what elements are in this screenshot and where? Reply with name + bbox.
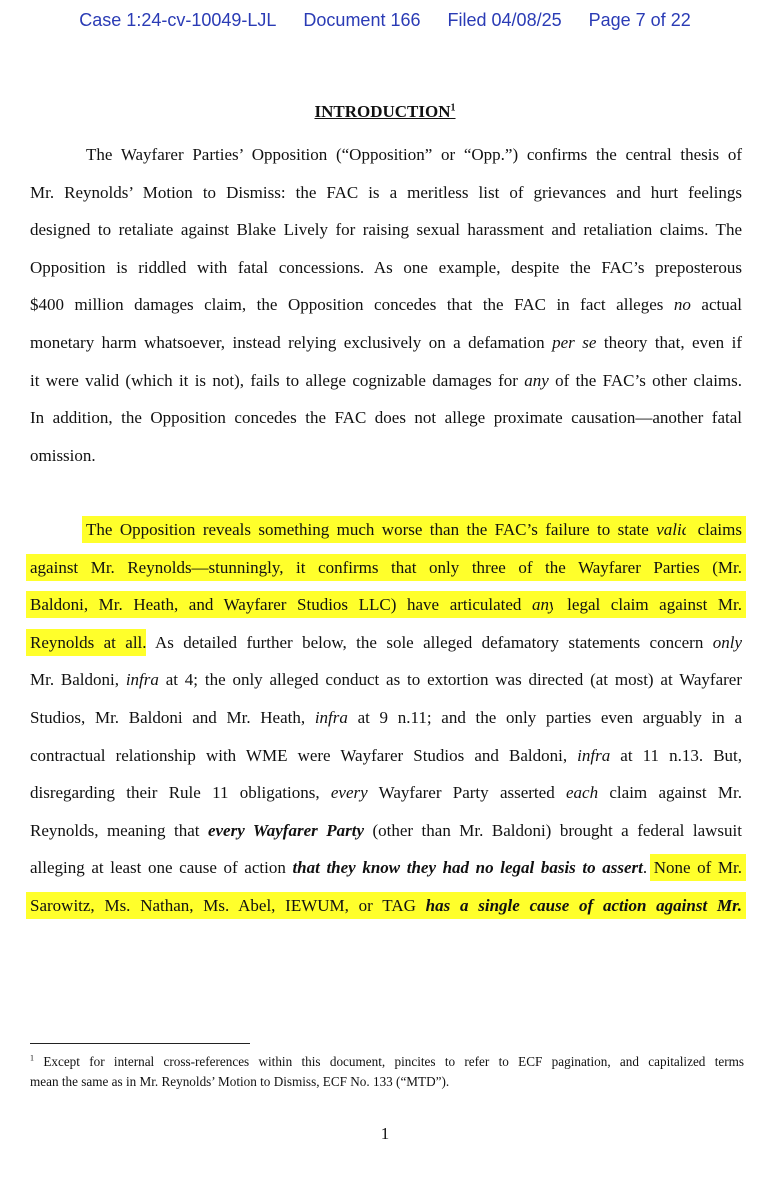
paragraph2-line [30, 555, 742, 581]
footnote-line-2: mean the same as in Mr. Reynolds’ Motion to Dismiss, ECF No. 133 (“MTD”). [30, 1074, 450, 1089]
text-run: only [712, 632, 742, 652]
paragraph2-line [30, 855, 742, 881]
text-run: (other than Mr. Baldoni) brought a federal lawsuit [364, 820, 742, 840]
paragraph2-line [30, 630, 742, 656]
footnote-divider [30, 1043, 250, 1044]
text-run: monetary harm whatsoever, instead relying exclusively on a defamation [30, 333, 553, 352]
paragraph2-line [30, 780, 742, 806]
text-run: it were valid (which it is not), fails to allege cognizable damages for [30, 370, 525, 390]
paragraph1-line [86, 142, 742, 168]
text-run: no [673, 295, 691, 315]
paragraph2-line [30, 893, 742, 919]
text-run: per se [552, 333, 597, 352]
text-run: Wayfarer Party asserted [367, 783, 566, 803]
document-number: Document 166 [303, 10, 421, 30]
text-run: designed to retaliate against Blake Lively for raising sexual harassment and retaliation claims. The [30, 220, 742, 240]
text-run: Studios, Mr. Baldoni and Mr. Heath, [30, 708, 315, 727]
section-title [0, 102, 770, 122]
highlighted-text: claims [690, 520, 742, 539]
text-run: that they know they had no legal basis to assert [292, 858, 643, 878]
filed-date: Filed 04/08/25 [447, 10, 562, 30]
highlighted-text: valid [656, 520, 691, 539]
highlighted-text: any [532, 595, 557, 615]
text-run: at 4; the only alleged conduct as to extortion was directed (at most) at Wayfarer [158, 670, 742, 690]
text-run: every [330, 783, 368, 803]
paragraph2-line [30, 743, 742, 769]
text-run: at 9 n.11; and the only parties even arguably in a [347, 708, 742, 727]
text-run: theory that, even if [596, 333, 743, 352]
highlighted-text: None of Mr. [653, 858, 742, 878]
page-indicator: Page 7 of 22 [588, 10, 691, 30]
text-run: infra [577, 745, 611, 765]
highlighted-text: The Opposition reveals something much worse than the FAC’s failure to state [86, 520, 657, 539]
paragraph2-line [30, 705, 742, 731]
paragraph1-line [30, 368, 742, 394]
text-run: omission. [30, 445, 96, 465]
paragraph1-line [30, 443, 742, 469]
paragraph1-line [30, 330, 742, 356]
footnote-line-1: $^1$ Except for internal cross-references within this document, pincites to refer to ECF pagination, and capitalized terms [30, 1053, 744, 1069]
ecf-header [0, 10, 770, 31]
text-run: Reynolds, meaning that [30, 820, 208, 840]
footnote [30, 1052, 744, 1092]
section-title-text: INTRODUCTION [314, 102, 451, 121]
text-run: In addition, the Opposition concedes the FAC does not allege proximate causation—another fatal [30, 408, 742, 428]
text-run: any [524, 370, 549, 390]
highlighted-text: Reynolds at all [30, 632, 143, 652]
paragraph2-line [86, 517, 742, 543]
text-run: The Wayfarer Parties’ Opposition (“Opposition” or “Opp.”) confirms the central thesis of [86, 145, 742, 164]
paragraph1-line [30, 180, 742, 206]
paragraph1-line [30, 405, 742, 431]
text-run: disregarding their Rule 11 obligations, [30, 783, 331, 803]
text-run: Opposition is riddled with fatal concessions. As one example, despite the FAC’s preposterous [30, 257, 742, 277]
text-run: actual [690, 295, 742, 315]
text-run: of the FAC’s other claims. [548, 370, 743, 390]
paragraph2-line [30, 818, 742, 844]
paragraph2-line [30, 667, 742, 693]
case-number: Case 1:24-cv-10049-LJL [79, 10, 277, 30]
footnote-reference[interactable]: 1 [450, 102, 456, 114]
text-run: $400 million damages claim, the Opposition concedes that the FAC in fact alleges [30, 295, 674, 315]
highlighted-text: Baldoni, Mr. Heath, and Wayfarer Studios LLC) have articulated [30, 595, 533, 615]
highlighted-text: against Mr. Reynolds—stunningly, it confirms that only three of the Wayfarer Parties (Mr. [30, 557, 742, 577]
highlighted-text: Sarowitz, Ms. Nathan, Ms. Abel, IEWUM, or TAG [30, 896, 426, 915]
text-run: claim against Mr. [598, 783, 742, 803]
paragraph2-line [30, 592, 742, 618]
text-run: Mr. Baldoni, [30, 670, 126, 690]
text-run: . [642, 858, 654, 878]
text-run: . As detailed further below, the sole alleged defamatory statements concern [142, 632, 713, 652]
text-run: every Wayfarer Party [207, 820, 364, 840]
text-run: alleging at least one cause of action [30, 858, 293, 878]
footnote-marker: 1 [30, 1053, 34, 1063]
text-run: at 11 n.13. But, [610, 745, 743, 765]
highlighted-text: has a single cause of action against Mr. [425, 896, 742, 915]
text-run: contractual relationship with WME were Wayfarer Studios and Baldoni, [30, 745, 578, 765]
page-number: 1 [380, 1124, 390, 1143]
text-run: infra [125, 670, 159, 690]
paragraph1-line [30, 292, 742, 318]
text-run: Mr. Reynolds’ Motion to Dismiss: the FAC is a meritless list of grievances and hurt feelings [30, 182, 742, 202]
text-run: each [566, 783, 599, 803]
highlighted-text: legal claim against Mr. [556, 595, 742, 615]
paragraph1-line [30, 255, 742, 281]
paragraph1-line [30, 217, 742, 243]
text-run: infra [314, 708, 348, 727]
